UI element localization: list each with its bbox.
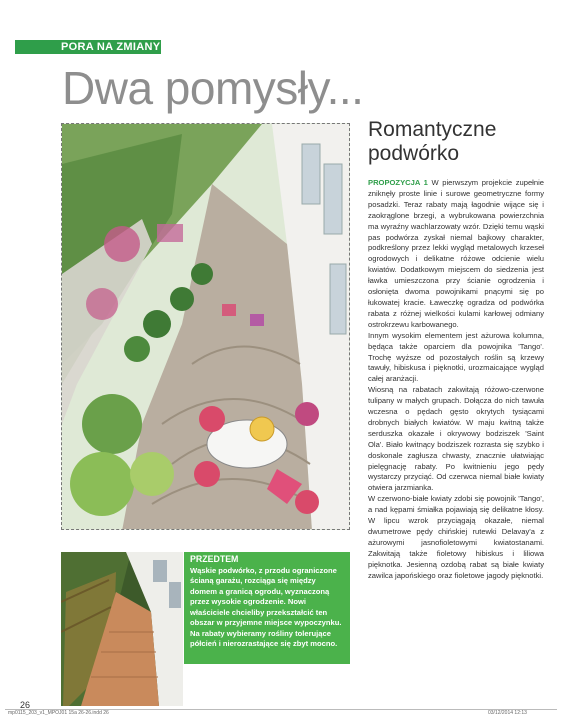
before-box-header: PRZEDTEM — [190, 554, 239, 564]
footer-timestamp: 03/12/2014 12:13 — [488, 710, 527, 716]
page-title: Dwa pomysły... — [62, 62, 364, 114]
footer-file-info: mp0115_203_v1_MPOJ01 15a 26-26.indd 26 — [8, 710, 109, 716]
article-title-line1: Romantyczne — [368, 118, 497, 141]
article-body — [368, 178, 544, 582]
article-paragraph-text: W pierwszym projekcie zupełnie zniknęły proste linie i surowe geometryczne formy posadzki. Teraz rabaty mają łagodnie wijące się i zaokrąglone brzegi, a wybrukowana powierzchnia ma wyraźny wachlarzowaty wzór. Dzięki temu wąski pas podwórza zyskał niemal bajkowy charakter, podkreślony przez lekki wygląd metalowych krzeseł ogrodowych i delikatne różowe odcienie wielu kwiatów. Dodatkowym miejscem do siedzenia jest ławka umieszczona przy ścianie ogrodzenia i osłonięta dwoma powojnikami pnącymi się po łukowatej kracie. Ławeczkę ogradza od podwórka rabata z różnej wielkości kulami karłowej odmiany ostrokrzewu karbowanego. — [368, 178, 544, 329]
before-box-text: Wąskie podwórko, z przodu ograniczone ścianą garażu, rozciąga się między domem a granicą ogrodu, wyznaczoną przez wysokie ogrodzenie. Nowi właściciele chcieliby przekształcić ten obszar w przyjemne miejsce wypoczynku. Na rabaty wybieramy rośliny tolerujące półcień i nierozrastające się zbyt mocno. — [190, 565, 342, 648]
garden-illustration — [61, 123, 350, 530]
article-title — [368, 118, 548, 166]
before-photo — [61, 552, 183, 706]
article-paragraph — [368, 178, 544, 331]
proposal-label: PROPOZYCJA 1 — [368, 178, 428, 187]
section-tag: PORA NA ZMIANY — [15, 40, 161, 54]
garden-illustration-art — [62, 124, 350, 530]
article-title-line2: podwórko — [368, 142, 460, 165]
article-paragraph: Innym wysokim elementem jest ażurowa kolumna, będąca także oparciem dla powojnika 'Tango'. Trochę wyższe od pozostałych roślin są krzewy tawuły, hibiskusa i pięknotki, urozmaicające wygląd całej aranżacji. — [368, 330, 544, 384]
before-info-box — [184, 552, 350, 664]
before-photo-art — [61, 552, 183, 706]
page-number: 26 — [20, 700, 31, 710]
article-paragraph: Wiosną na rabatach zakwitają różowo-czerwone tulipany w małych grupach. Dołącza do nich tawuła wczesna o pędach gęsto okrytych tysiącami drobnych białych kwiatów. W maju kwitną także serduszka okazałe i okrywowy bodziszek 'Saint Ola'. Biało kwitnący bodziszek rozrasta się szybko i doskonale zagłusza chwasty, znacznie ułatwiając pielęgnację rabaty. Po kwitnieniu jego pędy wystarczy przyciąć. Od czerwca niemal białe kwiaty otwiera jarzmianka. — [368, 385, 544, 493]
article-paragraph: W czerwono-białe kwiaty zdobi się powojnik 'Tango', a nad kępami śmiałka pojawiają się delikatne kłosy. W lipcu wzrok przyciągają okazałe, niemal dwumetrowe pędy chińskiej rutewki Delavay'a z ażurowymi jasnofioletowymi kwiatostanami. Zakwitają także fioletowy hibiskus i liliowa pięknotka. Jesienną ozdobą rabat są białe kwiaty zawilca japońskiego oraz fioletowe jagody pięknotki. — [368, 494, 544, 580]
